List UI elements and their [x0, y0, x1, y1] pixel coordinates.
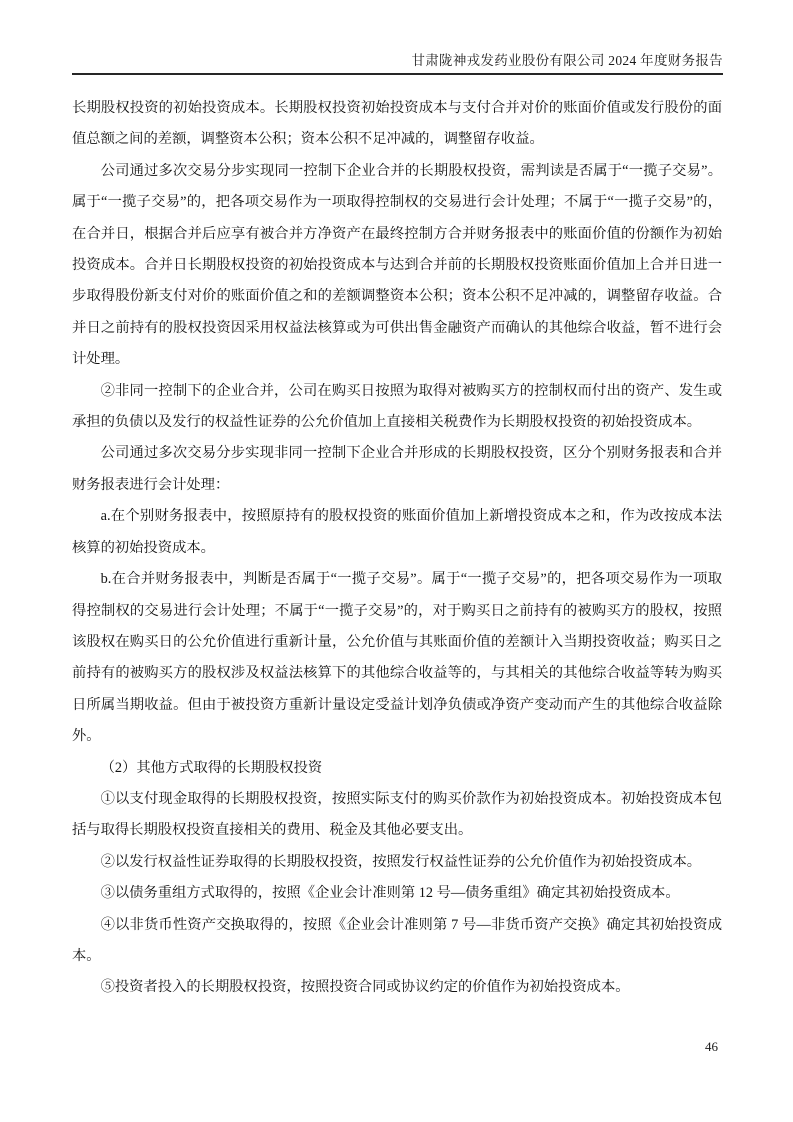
paragraph: （2）其他方式取得的长期股权投资 — [100, 759, 323, 776]
paragraph: 公司通过多次交易分步实现非同一控制下企业合并形成的长期股权投资，区分个别财务报表和合并财务报表进行会计处理： — [72, 445, 722, 493]
paragraph: ③以债务重组方式取得的，按照《企业会计准则第 12 号—债务重组》确定其初始投资成本。 — [100, 885, 680, 902]
page-number: 46 — [705, 1039, 718, 1054]
body-text — [72, 93, 722, 1004]
paragraph: ④以非货币性资产交换取得的，按照《企业会计准则第 7 号—非货币资产交换》确定其初始投资成本。 — [72, 916, 722, 964]
paragraph: 长期股权投资的初始投资成本。长期股权投资初始投资成本与支付合并对价的账面价值或发行股份的面值总额之间的差额，调整资本公积；资本公积不足冲减的，调整留存收益。 — [72, 100, 722, 148]
paragraph: ②以发行权益性证券取得的长期股权投资，按照发行权益性证券的公允价值作为初始投资成本。 — [100, 853, 702, 870]
paragraph: 公司通过多次交易分步实现同一控制下企业合并的长期股权投资，需判读是否属于“一揽子交易”。属于“一揽子交易”的，把各项交易作为一项取得控制权的交易进行会计处理；不属于“一揽子交易”的，在合并日，根据合并后应享有被合并方净资产在最终控制方合并财务报表中的账面价值的份额作为初始投资成本。合并日长期股权投资的初始投资成本与达到合并前的长期股权投资账面价值加上合并日进一步取得股份新支付对价的账面价值之和的差额调整资本公积；资本公积不足冲减的，调整留存收益。合并日之前持有的股权投资因采用权益法核算或为可供出售金融资产而确认的其他综合收益，暂不进行会计处理。 — [72, 162, 722, 368]
paragraph: b.在合并财务报表中，判断是否属于“一揽子交易”。属于“一揽子交易”的，把各项交易作为一项取得控制权的交易进行会计处理；不属于“一揽子交易”的，对于购买日之前持有的被购买方的股权，按照该股权在购买日的公允价值进行重新计量，公允价值与其账面价值的差额计入当期投资收益；购买日之前持有的被购买方的股权涉及权益法核算下的其他综合收益等的，与其相关的其他综合收益等转为购买日所属当期收益。但由于被投资方重新计量设定受益计划净负债或净资产变动而产生的其他综合收益除外。 — [72, 571, 722, 745]
paragraph: ⑤投资者投入的长期股权投资，按照投资合同或协议约定的价值作为初始投资成本。 — [100, 979, 630, 996]
paragraph: ①以支付现金取得的长期股权投资，按照实际支付的购买价款作为初始投资成本。初始投资成本包括与取得长期股权投资直接相关的费用、税金及其他必要支出。 — [72, 790, 722, 839]
page-header — [72, 0, 723, 75]
paragraph: ②非同一控制下的企业合并，公司在购买日按照为取得对被购买方的控制权而付出的资产、发生或承担的负债以及发行的权益性证券的公允价值加上直接相关税费作为长期股权投资的初始投资成本。 — [72, 382, 722, 431]
report-title: 甘肃陇神戎发药业股份有限公司 2024 年度财务报告 — [411, 53, 723, 68]
paragraph: a.在个别财务报表中，按照原持有的股权投资的账面价值加上新增投资成本之和，作为改按成本法核算的初始投资成本。 — [72, 508, 722, 556]
